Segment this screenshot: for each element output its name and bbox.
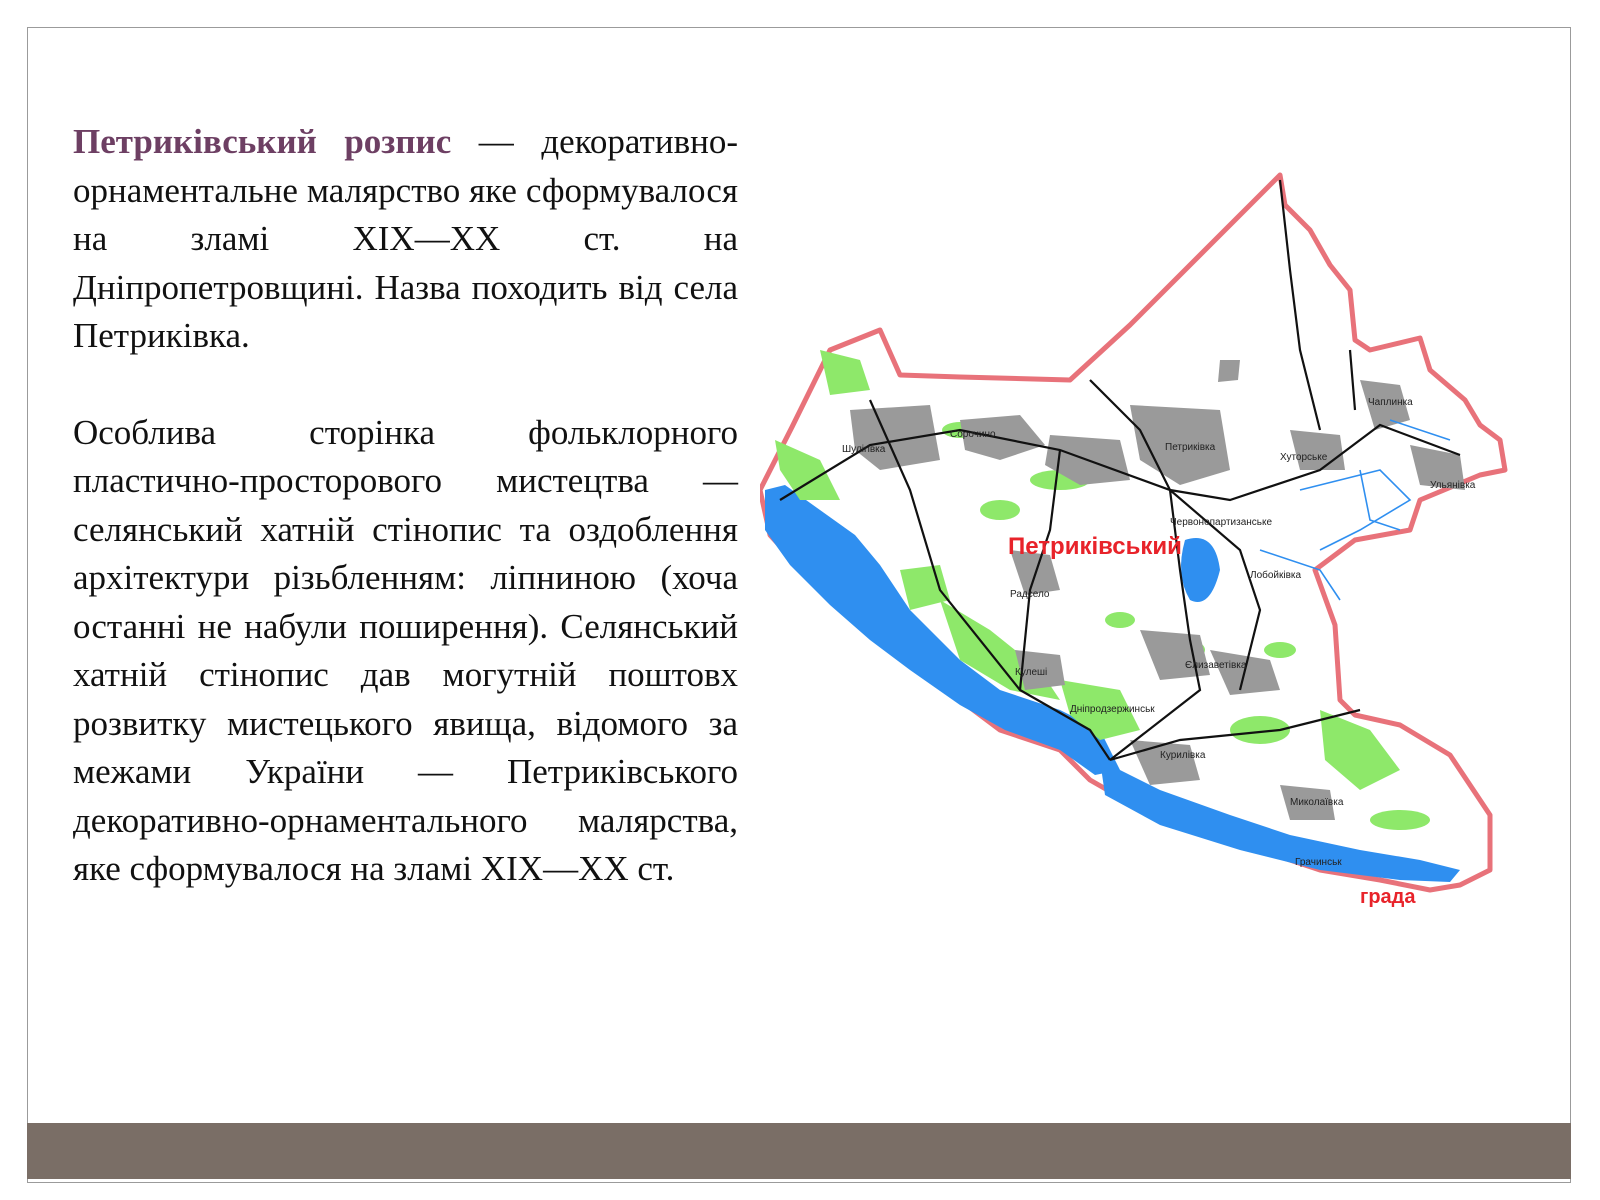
place-label: Хуторське — [1280, 452, 1328, 463]
edge-label: града — [1360, 886, 1416, 908]
district-label: Петриківський — [1008, 533, 1182, 560]
place-label: Кулеші — [1015, 667, 1048, 678]
map-svg — [760, 170, 1560, 970]
district-map — [760, 170, 1560, 970]
place-label: Дніпродзержинськ — [1070, 704, 1155, 715]
place-label: Ульянівка — [1430, 480, 1476, 491]
paragraph-definition — [73, 118, 738, 361]
place-label: Радсело — [1010, 589, 1050, 600]
definition-text: — декоративно-орнаментальне малярство яке сформувалося на зламі XIX—XX ст. на Дніпропетровщині. Назва походить від села Петриківка. — [73, 122, 738, 355]
place-label: Червонопартизанське — [1170, 517, 1273, 528]
place-label: Курилівка — [1160, 750, 1206, 761]
place-label: Грачинськ — [1295, 857, 1342, 868]
place-label: Лобойківка — [1250, 570, 1302, 581]
place-label: Петриківка — [1165, 442, 1216, 453]
place-label: Шулігівка — [842, 444, 886, 455]
main-text — [73, 118, 738, 894]
footer-bar — [27, 1123, 1571, 1179]
paragraph-history: Особлива сторінка фольклорного пластично-просторового мистецтва — селянський хатній стінопис та оздоблення архітектури різьбленням: ліпниною (хоча останні не набули поширення). Селянський хатній стінопис дав могутній поштовх розвитку мистецького явища, відомого за межами України — Петриківського декоративно-орнаментального малярства, яке сформувалося на зламі XIX—XX ст. — [73, 412, 738, 888]
place-label: Миколаївка — [1290, 797, 1344, 808]
place-label: Сорочино — [950, 429, 996, 440]
term-heading: Петриківський розпис — [73, 122, 452, 161]
place-label: Єлизаветівка — [1185, 660, 1247, 671]
place-label: Чаплинка — [1368, 397, 1413, 408]
